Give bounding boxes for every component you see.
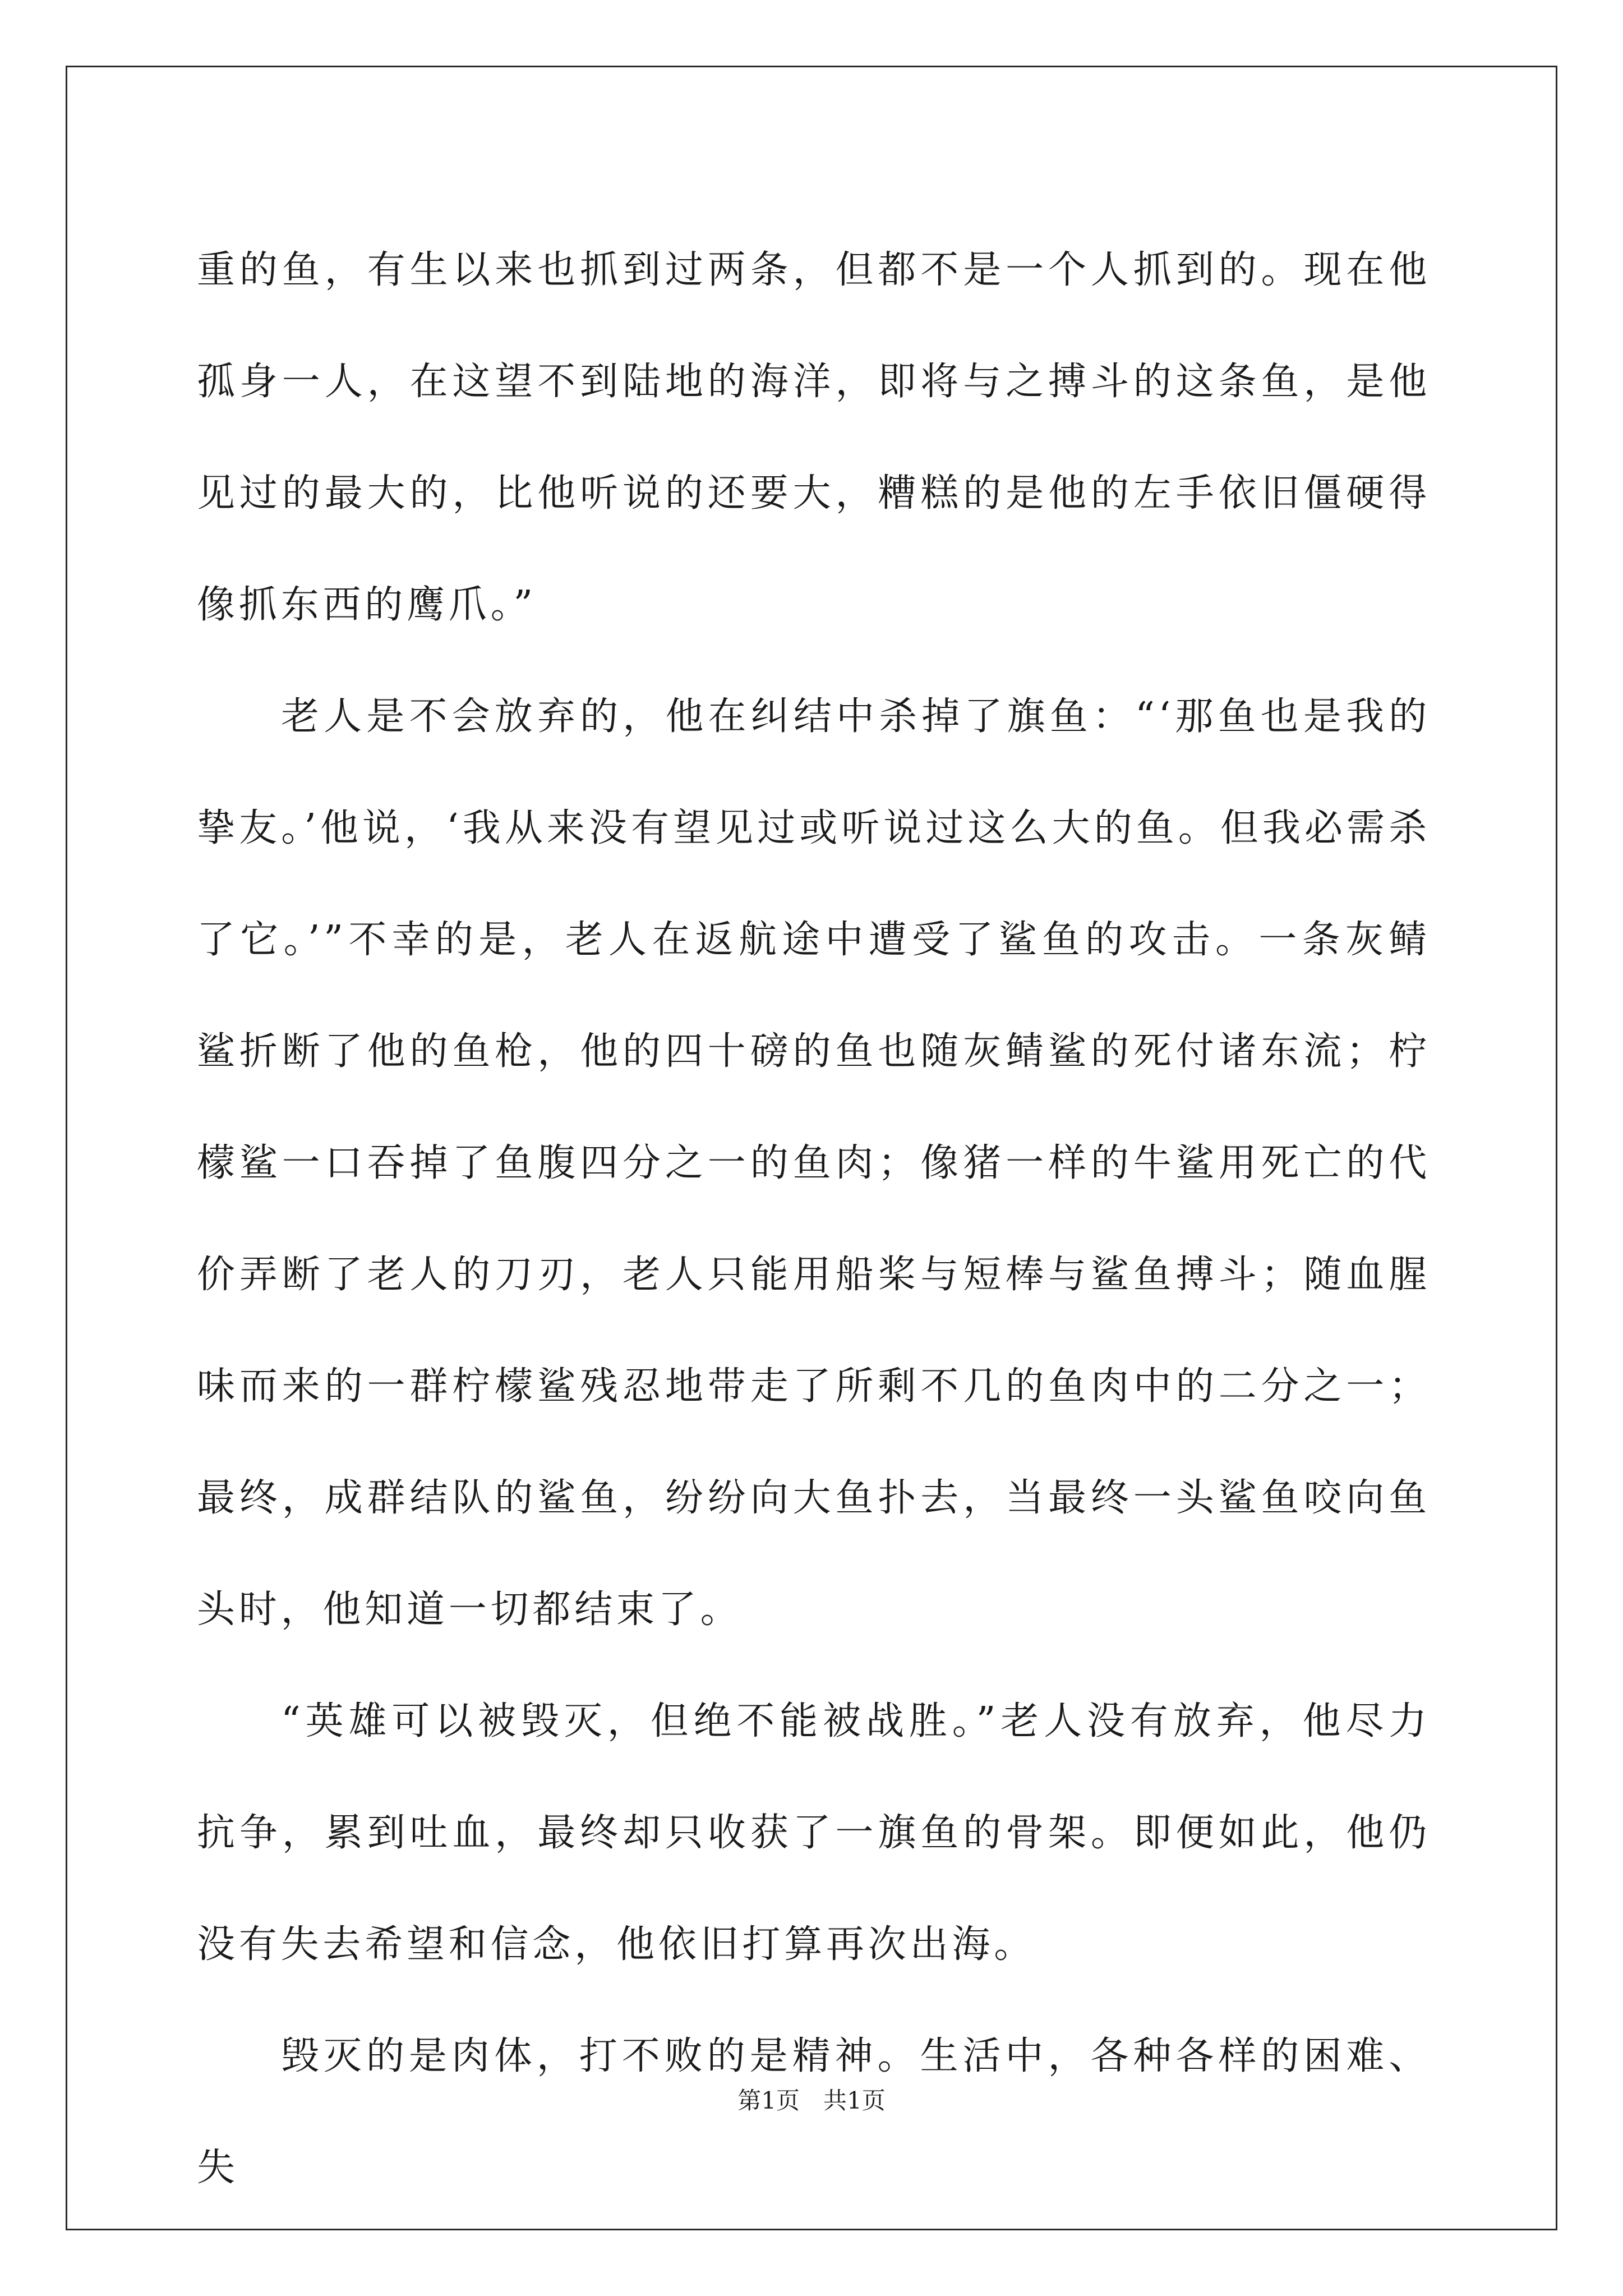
page-number-footer: 第1页 共1页: [737, 2087, 886, 2114]
paragraph-2: 老人是不会放弃的，他在纠结中杀掉了旗鱼：“‘那鱼也是我的挚友。’他说，‘我从来没有望见过或听说过这么大的鱼。但我必需杀了它。’”不幸的是，老人在返航途中遭受了鲨鱼的攻击。一条灰鲭鲨折断了他的鱼枪，他的四十磅的鱼也随灰鲭鲨的死付诸东流；柠檬鲨一口吞掉了鱼腹四分之一的鱼肉；像猪一样的牛鲨用死亡的代价弄断了老人的刀刃，老人只能用船桨与短棒与鲨鱼搏斗；随血腥味而来的一群柠檬鲨残忍地带走了所剩不几的鱼肉中的二分之一；最终，成群结队的鲨鱼，纷纷向大鱼扑去，当最终一头鲨鱼咬向鱼头时，他知道一切都结束了。: [197, 694, 1431, 1632]
paragraph-4: 毁灭的是肉体，打不败的是精神。生活中，各种各样的困难、失: [197, 2034, 1431, 2190]
document-body: [197, 214, 1431, 2224]
paragraph-3: “英雄可以被毁灭，但绝不能被战胜。”老人没有放弃，他尽力抗争，累到吐血，最终却只收获了一旗鱼的骨架。即便如此，他仍没有失去希望和信念，他依旧打算再次出海。: [197, 1699, 1431, 1967]
paragraph-1: 重的鱼，有生以来也抓到过两条，但都不是一个人抓到的。现在他孤身一人，在这望不到陆地的海洋，即将与之搏斗的这条鱼，是他见过的最大的，比他听说的还要大，糟糕的是他的左手依旧僵硬得像抓东西的鹰爪。”: [197, 248, 1431, 627]
